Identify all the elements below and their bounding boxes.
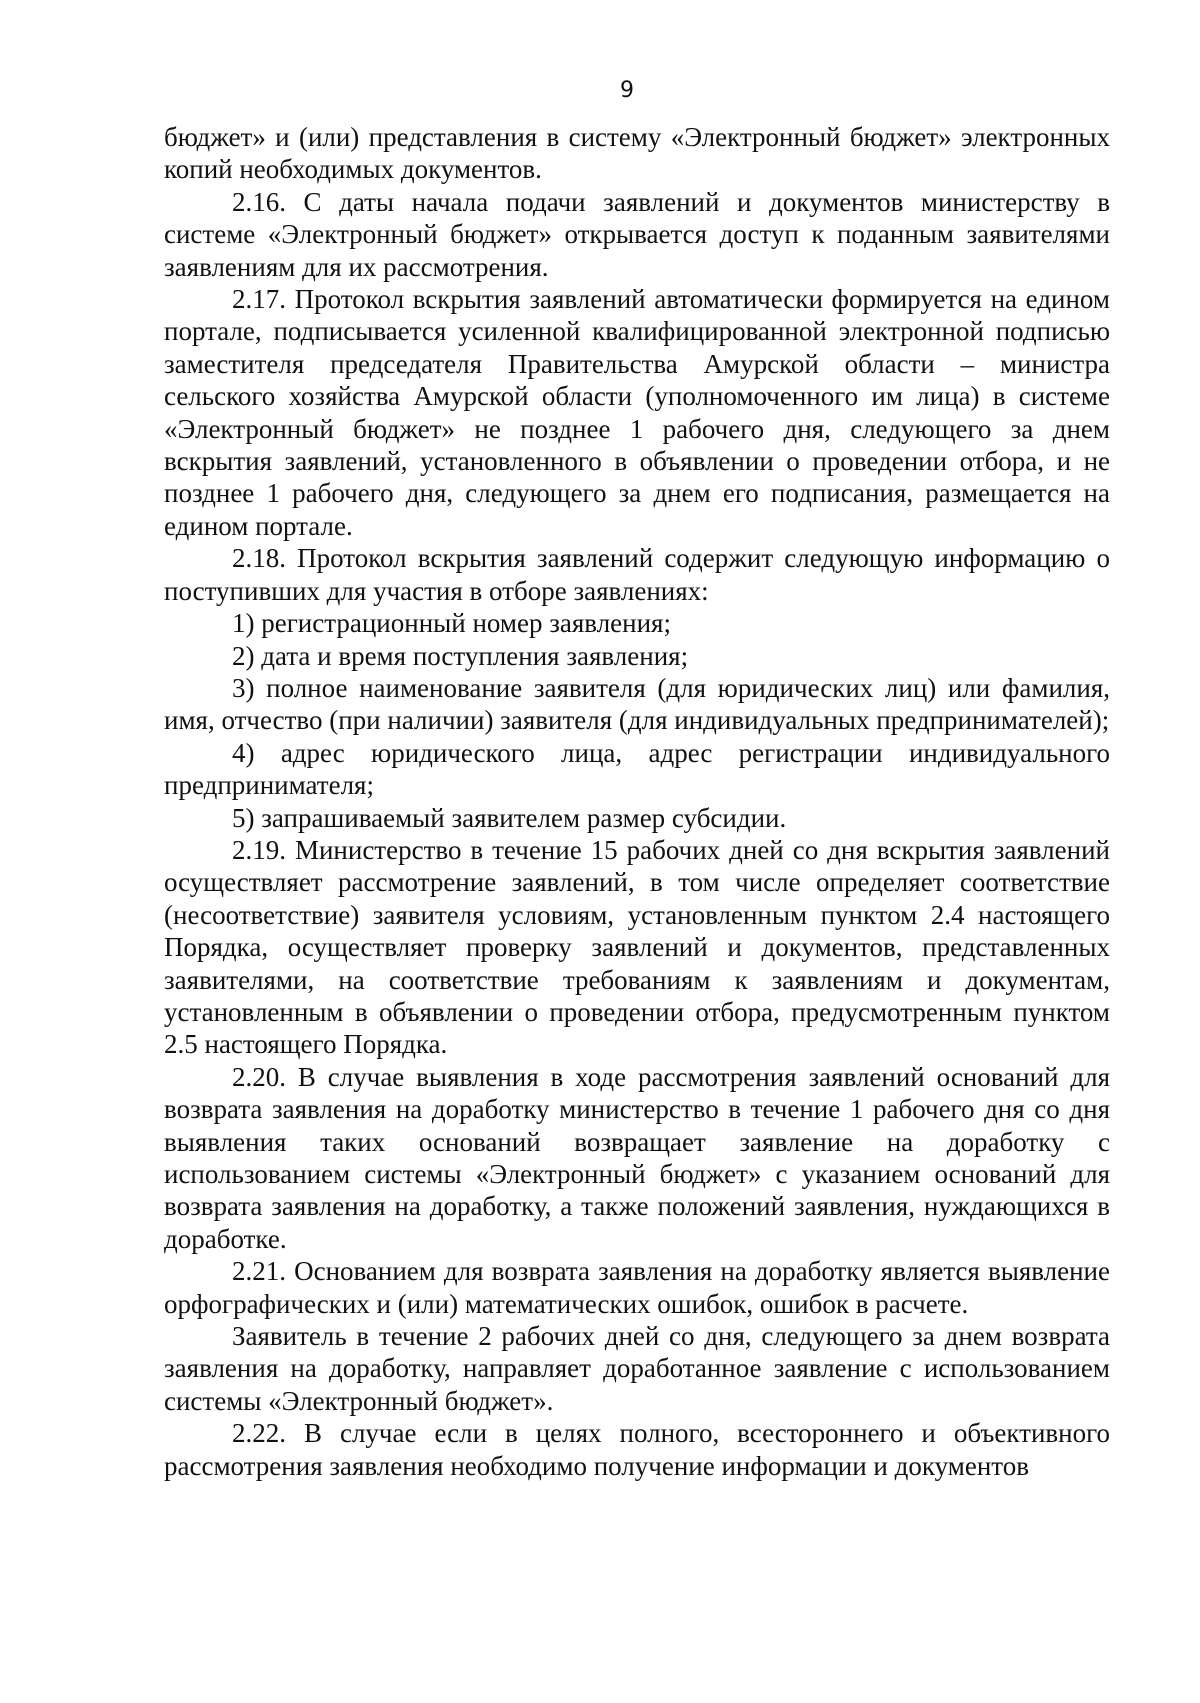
paragraph: 2.19. Министерство в течение 15 рабочих дней со дня вскрытия заявлений осуществляет рассмотрение заявлений, в том числе определяет соответствие (несоответствие) заявителя условиям, установленным пунктом 2.4 настоящего Порядка, осуществляет проверку заявлений и документов, представленных заявителями, на соответствие требованиям к заявлениям и документам, установленным в объявлении о проведении отбора, предусмотренным пунктом 2.5 настоящего Порядка. bbox=[164, 834, 1110, 1060]
list-item: 3) полное наименование заявителя (для юридических лиц) или фамилия, имя, отчество (при наличии) заявителя (для индивидуальных предпринимателей); bbox=[164, 672, 1110, 736]
list-item: 4) адрес юридического лица, адрес регистрации индивидуального предпринимателя; bbox=[164, 737, 1110, 801]
paragraph: 2.22. В случае если в целях полного, всестороннего и объективного рассмотрения заявления необходимо получение информации и документов bbox=[164, 1418, 1110, 1481]
paragraph: 2.18. Протокол вскрытия заявлений содержит следующую информацию о поступивших для участия в отборе заявлениях: bbox=[164, 543, 1110, 606]
paragraph: 2.16. С даты начала подачи заявлений и документов министерству в системе «Электронный бюджет» открывается доступ к поданным заявителями заявлениям для их рассмотрения. bbox=[164, 186, 1110, 282]
document-body bbox=[164, 121, 1110, 1482]
list-item: 5) запрашиваемый заявителем размер субсидии. bbox=[232, 802, 787, 833]
list-item: 2) дата и время поступления заявления; bbox=[232, 640, 689, 671]
paragraph: 2.17. Протокол вскрытия заявлений автоматически формируется на едином портале, подписывается усиленной квалифицированной электронной подписью заместителя председателя Правительства Амурской области – министра сельского хозяйства Амурской области (уполномоченного им лица) в системе «Электронный бюджет» не позднее 1 рабочего дня, следующего за днем вскрытия заявлений, установленного в объявлении о проведении отбора, и не позднее 1 рабочего дня, следующего за днем его подписания, размещается на едином портале. bbox=[164, 284, 1110, 541]
page-number: 9 bbox=[620, 78, 634, 103]
paragraph: Заявитель в течение 2 рабочих дней со дня, следующего за днем возврата заявления на доработку, направляет доработанное заявление с использованием системы «Электронный бюджет». bbox=[164, 1321, 1110, 1416]
paragraph: бюджет» и (или) представления в систему «Электронный бюджет» электронных копий необходимых документов. bbox=[164, 122, 1110, 185]
list-item: 1) регистрационный номер заявления; bbox=[232, 608, 671, 639]
paragraph: 2.21. Основанием для возврата заявления на доработку является выявление орфографических и (или) математических ошибок, ошибок в расчете. bbox=[164, 1256, 1110, 1319]
paragraph: 2.20. В случае выявления в ходе рассмотрения заявлений оснований для возврата заявления на доработку министерство в течение 1 рабочего дня со дня выявления таких оснований возвращает заявление на доработку с использованием системы «Электронный бюджет» с указанием оснований для возврата заявления на доработку, а также положений заявления, нуждающихся в доработке. bbox=[164, 1061, 1110, 1254]
